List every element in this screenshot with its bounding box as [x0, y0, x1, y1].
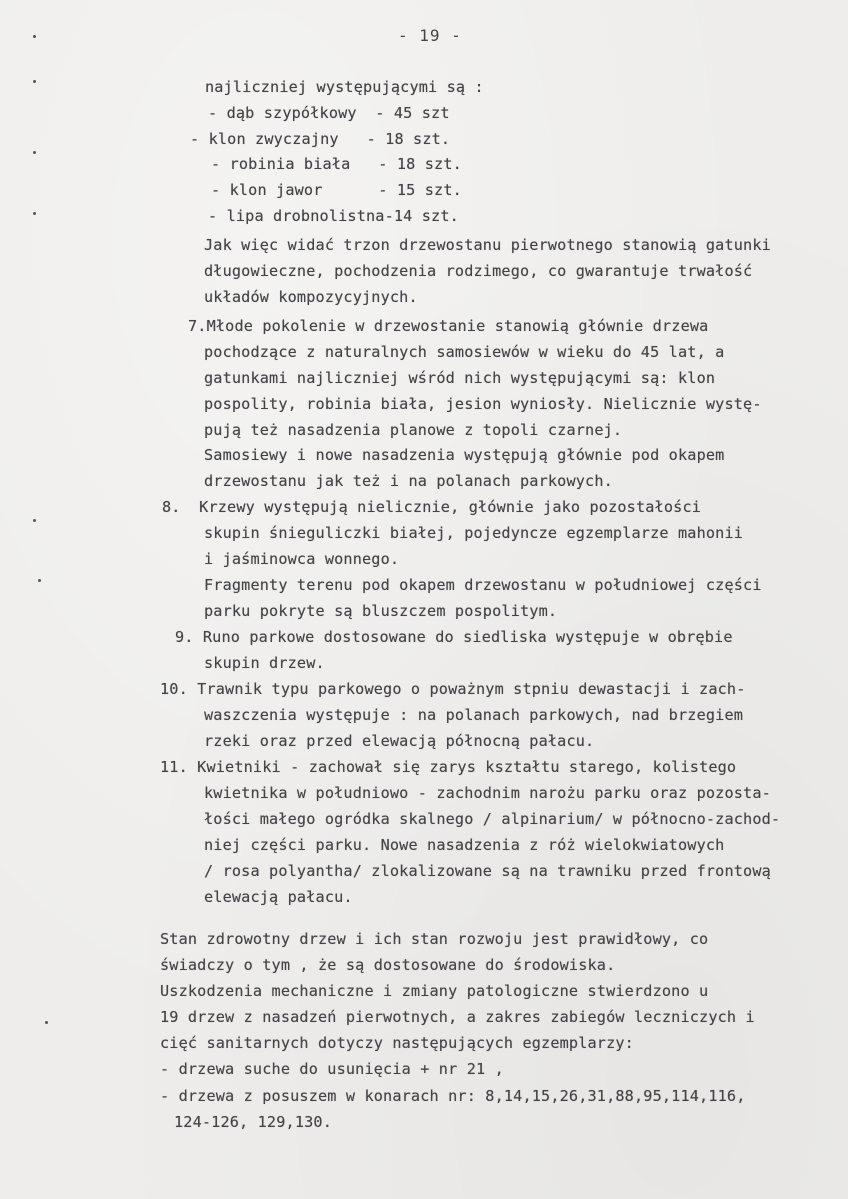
text-line: gatunkami najliczniej wśród nich występującymi są: klon [204, 369, 716, 387]
text-line: świadczy o tym , że są dostosowane do środowiska. [160, 956, 616, 974]
text-line: 9. Runo parkowe dostosowane do siedliska występuje w obrębie [175, 628, 733, 646]
text-line: skupin śnieguliczki białej, pojedyncze egzemplarze mahonii [204, 524, 744, 542]
text-line: - drzewa suche do usunięcia + nr 21 , [160, 1060, 504, 1078]
text-line: 11. Kwietniki - zachował się zarys kształtu starego, kolistego [160, 758, 737, 776]
text-line: Samosiewy i nowe nasadzenia występują głównie pod okapem [204, 446, 725, 464]
text-line: 19 drzew z nasadzeń pierwotnych, a zakres zabiegów leczniczych i [160, 1008, 755, 1026]
text-line: Jak więc widać trzon drzewostanu pierwotnego stanowią gatunki [204, 236, 771, 254]
text-line: - dąb szypółkowy - 45 szt [208, 104, 450, 122]
text-line: kwietnika w południowo - zachodnim narożu parku oraz pozosta- [204, 784, 771, 802]
text-line: / rosa polyantha/ zlokalizowane są na trawniku przed frontową [204, 862, 771, 880]
margin-mark [33, 151, 36, 154]
margin-mark [33, 35, 36, 38]
text-line: 7.Młode pokolenie w drzewostanie stanowią głównie drzewa [188, 317, 709, 335]
text-line: niej części parku. Nowe nasadzenia z róż wielokwiatowych [204, 836, 725, 854]
text-line: skupin drzew. [204, 654, 325, 672]
text-line: 8. Krzewy występują nielicznie, głównie jako pozostałości [162, 498, 702, 516]
text-line: - klon zwyczajny - 18 szt. [190, 130, 451, 148]
text-line: długowieczne, pochodzenia rodzimego, co gwarantuje trwałość [204, 262, 753, 280]
text-line: łości małego ogródka skalnego / alpinarium/ w północno-zachod- [204, 810, 781, 828]
text-line: drzewostanu jak też i na polanach parkowych. [204, 472, 613, 490]
text-line: - lipa drobnolistna-14 szt. [208, 207, 459, 225]
text-line: cięć sanitarnych dotyczy następujących egzemplarzy: [160, 1034, 634, 1052]
text-line: waszczenia występuje : na polanach parkowych, nad brzegiem [204, 706, 744, 724]
text-line: 10. Trawnik typu parkowego o poważnym stpniu dewastacji i zach- [160, 680, 746, 698]
text-line: 124-126, 129,130. [174, 1113, 332, 1131]
text-line: - robinia biała - 18 szt. [211, 155, 462, 173]
margin-mark [45, 1021, 48, 1024]
text-line: pospolity, robinia biała, jesion wyniosły. Nielicznie wystę- [204, 395, 762, 413]
text-line: pochodzące z naturalnych samosiewów w wieku do 45 lat, a [204, 343, 725, 361]
text-line: najliczniej występującymi są : [205, 78, 484, 96]
text-line: Fragmenty terenu pod okapem drzewostanu w południowej części [204, 576, 762, 594]
margin-mark [33, 80, 36, 83]
text-line: elewacją pałacu. [204, 888, 353, 906]
text-line: rzeki oraz przed elewacją północną pałacu. [204, 732, 595, 750]
text-line: Uszkodzenia mechaniczne i zmiany patologiczne stwierdzono u [160, 982, 709, 1000]
text-line: - drzewa z posuszem w konarach nr: 8,14,15,26,31,88,95,114,116, [160, 1087, 746, 1105]
margin-mark [33, 519, 36, 522]
text-line: pują też nasadzenia planowe z topoli czarnej. [204, 421, 623, 439]
text-line: parku pokryte są bluszczem pospolitym. [204, 602, 558, 620]
text-line: Stan zdrowotny drzew i ich stan rozwoju jest prawidłowy, co [160, 930, 709, 948]
page-number: - 19 - [398, 26, 462, 45]
text-line: i jaśminowca wonnego. [204, 550, 400, 568]
text-line: - klon jawor - 15 szt. [211, 181, 462, 199]
text-line: układów kompozycyjnych. [204, 288, 418, 306]
margin-mark [33, 212, 36, 215]
margin-mark [38, 579, 41, 582]
